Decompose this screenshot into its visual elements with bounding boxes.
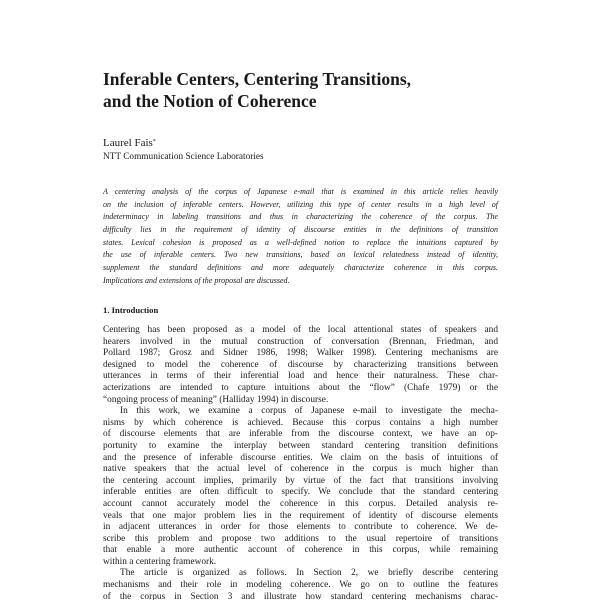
body-line: native speakers that the actual level of coherence in the corpus is much higher than xyxy=(103,464,498,475)
title-line: Inferable Centers, Centering Transitions, xyxy=(103,69,412,89)
body-line: portunity to examine the interplay between standard centering transition definitions xyxy=(103,440,498,451)
abstract-line: states. Lexical cohesion is proposed as a well-defined notion to replace the intuitions captured by xyxy=(103,237,498,247)
body-line: and the presence of inferable discourse entities. We claim on the basis of intuitions of xyxy=(103,452,498,463)
body-text xyxy=(103,325,498,600)
abstract-line: indeterminacy in labeling transitions and thus in characterizing the coherence of the corpus. The xyxy=(103,212,498,222)
body-line: scribe this problem and propose two additions to the usual repertoire of transitions xyxy=(103,533,498,544)
abstract-line: A centering analysis of the corpus of Japanese e-mail that is examined in this article relies heavily xyxy=(103,187,498,196)
body-line: veals that one major problem lies in the requirement of identity of discourse elements xyxy=(103,510,498,521)
author-footnote-mark: * xyxy=(152,139,156,145)
body-line: of the corpus in Section 3 and illustrate how standard centering mechanisms charac- xyxy=(103,591,498,600)
section-heading: 1. Introduction xyxy=(103,305,159,315)
abstract-line: supplement the standard definitions and more adequately characterize coherence in this corpus. xyxy=(103,262,498,272)
body-line: in adjacent utterances in order for those elements to contribute to coherence. We de- xyxy=(103,522,498,533)
body-line: The article is organized as follows. In Section 2, we briefly describe centering xyxy=(120,568,498,579)
body-line: inferable entities are often difficult to specify. We conclude that the standard centering xyxy=(103,487,498,498)
body-line: mechanisms and their role in modeling coherence. We go on to outline the features xyxy=(103,580,498,591)
paragraph xyxy=(103,568,498,600)
body-line: within a centering framework. xyxy=(103,556,217,567)
author-name-text: Laurel Fais xyxy=(103,137,153,149)
body-line: designed to model the coherence of discourse by characterizing transitions between xyxy=(103,359,498,370)
abstract-line: on the inclusion of inferable centers. However, utilizing this type of center results in a high level of xyxy=(103,199,498,209)
body-line: the centering account implies, primarily by virtue of the fact that transitions involving xyxy=(103,475,498,486)
body-line: Pollard 1987; Grosz and Sidner 1986, 1998; Walker 1998). Centering mechanisms are xyxy=(103,348,498,359)
paragraph xyxy=(103,406,498,568)
body-line: of discourse elements that are inferable from the discourse context, we have an op- xyxy=(103,429,498,440)
abstract xyxy=(103,186,498,287)
body-line: In this work, we examine a corpus of Japanese e-mail to investigate the mecha- xyxy=(120,406,498,417)
abstract-line: the use of inferable centers. Two new transitions, based on lexical relatedness instead of identity, xyxy=(103,250,498,260)
author-affiliation: NTT Communication Science Laboratories xyxy=(103,152,264,162)
author-name xyxy=(103,137,156,150)
body-line: account cannot accurately model the coherence in this corpus. Detailed analysis re- xyxy=(103,498,498,509)
body-line: Centering has been proposed as a model of the local attentional states of speakers and xyxy=(103,325,498,335)
paper-title xyxy=(103,68,503,112)
body-line: hearers involved in the mutual construction of conversation (Brennan, Friedman, and xyxy=(103,336,498,347)
paragraph xyxy=(103,325,498,406)
body-line: nisms by which coherence is achieved. Because this corpus contains a high number xyxy=(103,417,498,428)
body-line: utterances in terms of their inferential load and hence their naturalness. These char- xyxy=(103,371,498,382)
title-line: and the Notion of Coherence xyxy=(103,91,317,111)
abstract-line: Implications and extensions of the proposal are discussed. xyxy=(103,275,290,285)
abstract-line: difficulty lies in the requirement of identity of discourse entities in the definitions of transition xyxy=(103,224,498,234)
body-line: that enable a more authentic account of coherence in this corpus, while remaining xyxy=(103,545,498,556)
body-line: acterizations are intended to capture intuitions about the “flow” (Chafe 1979) or the xyxy=(103,382,498,393)
body-line: “ongoing process of meaning” (Halliday 1994) in discourse. xyxy=(103,394,329,405)
